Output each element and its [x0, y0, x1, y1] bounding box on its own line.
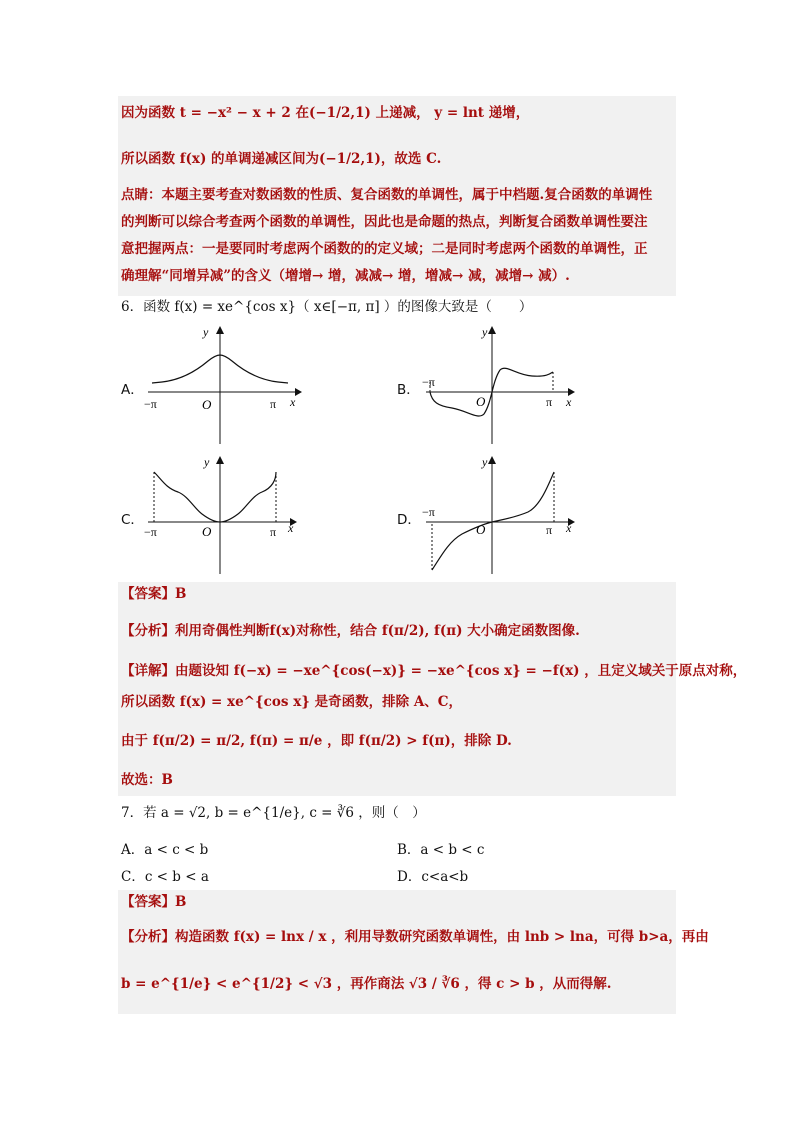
question-6-stem: 6．函数 f(x) = xe^{cos x}（ x∈[−π, π] ）的图像大致是（ ） [121, 299, 533, 315]
q7-option-a: A．a < c < b [121, 842, 209, 858]
tip-line-2: 的判断可以综合考查两个函数的单调性，因此也是命题的热点，判断复合函数单调性要注 [121, 214, 648, 230]
tip-line-3: 意把握两点：一是要同时考虑两个函数的的定义域；二是同时考虑两个函数的单调性，正 [121, 241, 648, 257]
x-label: x [288, 521, 294, 535]
graph-option-c [140, 450, 310, 578]
option-a-label: A． [121, 382, 144, 398]
curve [154, 472, 276, 522]
pi-label: π [546, 523, 553, 537]
analysis-6: 【分析】利用奇偶性判断f(x)对称性，结合 f(π/2), f(π) 大小确定函数图像. [121, 623, 580, 639]
pi-label: π [270, 525, 277, 539]
y-label: y [482, 455, 488, 469]
pi-label: π [546, 395, 553, 409]
origin-label: O [202, 397, 212, 412]
solution-panel-q6 [118, 582, 676, 796]
pi-label: π [270, 397, 277, 411]
origin-label: O [476, 394, 486, 409]
tip-line-1: 点睛：本题主要考查对数函数的性质、复合函数的单调性，属于中档题.复合函数的单调性 [121, 187, 653, 203]
question-7-stem: 7．若 a = √2, b = e^{1/e}, c = ∛6 ，则（ ） [121, 805, 426, 821]
analysis-7-line-2: b = e^{1/e} < e^{1/2} < √3 ，再作商法 √3 / ∛6 ，得 c > b ，从而得解. [121, 976, 612, 992]
curve [432, 472, 554, 570]
y-label: y [204, 455, 210, 469]
solution-line-1: 因为函数 t = −x² − x + 2 在(−1/2,1) 上递减， y = lnt 递增， [121, 105, 530, 121]
neg-pi-label: −π [422, 375, 435, 389]
solution-line-2: 所以函数 f(x) 的单调递减区间为(−1/2,1)，故选 C. [121, 151, 442, 167]
origin-label: O [476, 522, 486, 537]
graph-option-a [140, 320, 310, 448]
detail-6-line-3: 由于 f(π/2) = π/2, f(π) = π/e ，即 f(π/2) > f(π)，排除 D. [121, 733, 512, 749]
q7-option-b: B．a < b < c [397, 842, 485, 858]
answer-7: 【答案】B [121, 894, 187, 910]
q7-option-d: D．c<a<b [397, 869, 469, 885]
origin-label: O [202, 524, 212, 539]
detail-6-line-2: 所以函数 f(x) = xe^{cos x} 是奇函数，排除 A、C， [121, 694, 463, 710]
y-arrow [488, 456, 496, 464]
tip-line-4: 确理解“同增异减”的含义（增增→ 增，减减→ 增，增减→ 减，减增→ 减）. [121, 268, 570, 284]
option-c-label: C． [121, 512, 144, 528]
analysis-7-line-1: 【分析】构造函数 f(x) = lnx / x ，利用导数研究函数单调性，由 lnb > lna，可得 b>a，再由 [121, 929, 709, 945]
solution-panel-q7 [118, 890, 676, 1014]
y-label: y [203, 325, 209, 339]
q7-option-c: C．c < b < a [121, 869, 209, 885]
neg-pi-label: −π [144, 525, 157, 539]
graph-option-d [418, 450, 588, 578]
detail-6-line-1: 【详解】由题设知 f(−x) = −xe^{cos(−x)} = −xe^{cos x} = −f(x) ，且定义域关于原点对称， [121, 663, 747, 679]
option-b-label: B． [397, 382, 420, 398]
detail-6-line-4: 故选：B [121, 772, 173, 788]
option-d-label: D． [397, 512, 421, 528]
x-label: x [290, 395, 296, 409]
y-arrow [216, 326, 224, 334]
x-label: x [566, 521, 572, 535]
x-arrow [295, 388, 302, 396]
graph-option-b [418, 320, 588, 448]
neg-pi-label: −π [144, 397, 157, 411]
y-arrow [488, 326, 496, 334]
neg-pi-label: −π [422, 505, 435, 519]
answer-6: 【答案】B [121, 586, 187, 602]
y-label: y [482, 325, 488, 339]
x-label: x [566, 395, 572, 409]
y-arrow [216, 456, 224, 464]
